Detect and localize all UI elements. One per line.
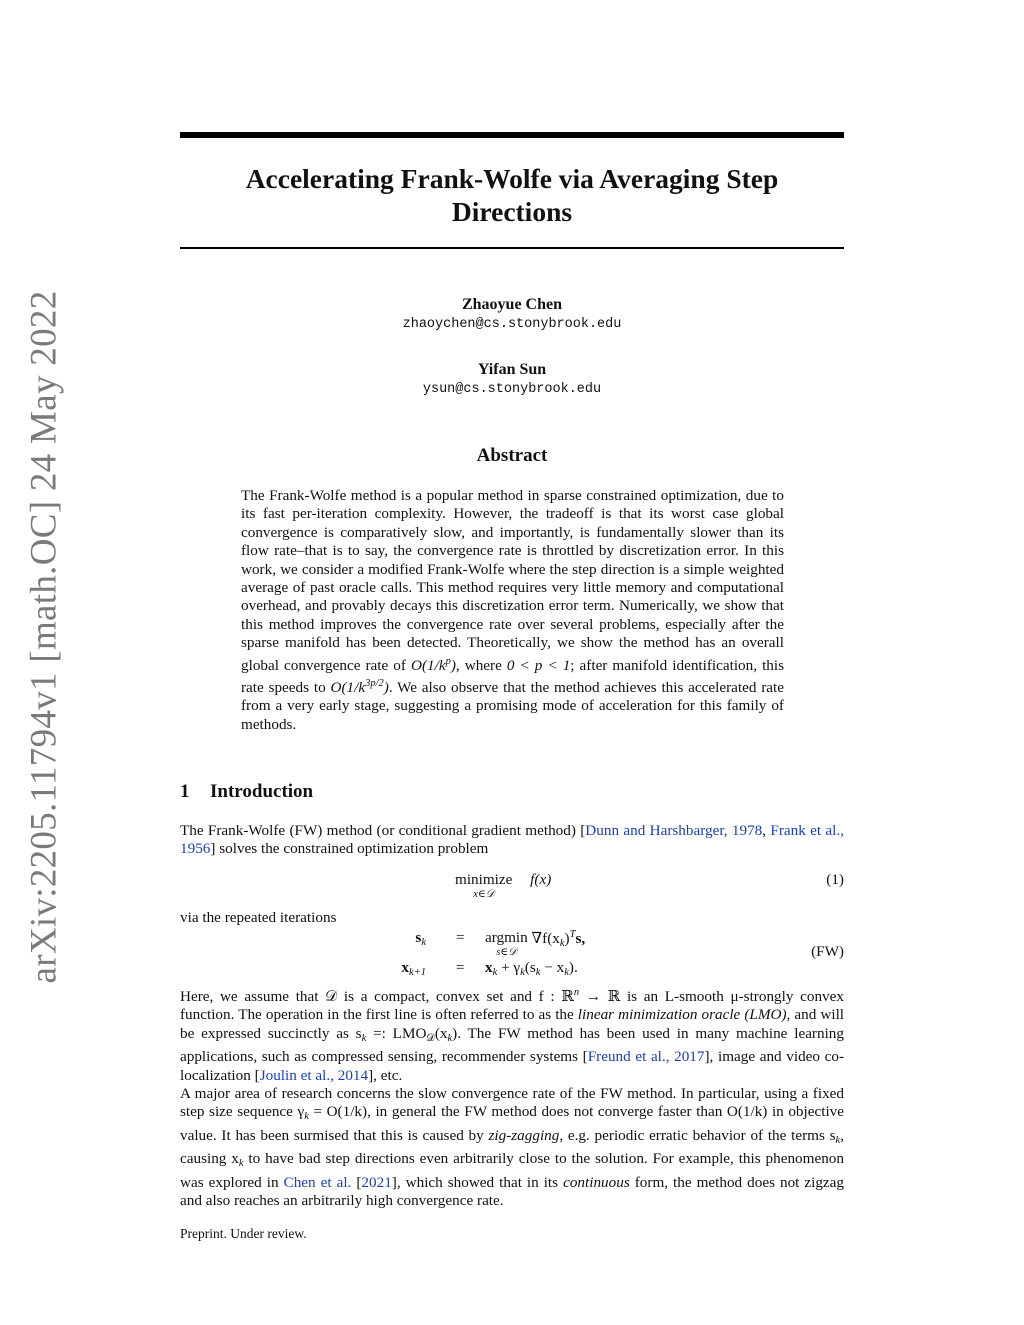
paper-title	[180, 162, 844, 228]
author-email[interactable]: ysun@cs.stonybrook.edu	[422, 382, 602, 397]
intro-paragraph-2: Here, we assume that 𝒟 is a compact, convex set and f : ℝ$^n$ → ℝ is an L-smooth μ-strongly convex function. The operation in the first line is often referred to as the linear minimization oracle (LMO), and will be expressed succinctly as $s_k$ =: $LMO_𝒟(x_k)$. The FW method has been used in many machine learning applications, such as compressed sensing, recommender systems [Freund et al., 2017], image and video co-localization [Joulin et al., 2014], etc.	[180, 987, 845, 1084]
abstract-text: The Frank-Wolfe method is a popular method in sparse constrained optimization, due to its fast per-iteration complexity. However, the tradeoff is that its worst case global convergence is comparatively slow, and importantly, is fundamentally slower than its flow rate–that is to say, the convergence rate is throttled by discretization error. In this work, we consider a modified Frank-Wolfe where the step direction is a simple weighted average of past oracle calls. This method requires very little memory and computational overhead, and provably decays this discretization error term. Numerically, we show that this method improves the convergence rate over several problems, especially after the sparse manifold has been detected. Theoretically, we show the method has an overall global convergence rate of $O(1/k^p)$, where 0 < p < 1; after manifold identification, this rate speeds to $O(1/k^{3p/2})$. We also observe that the method achieves this accelerated rate from a very early stage, suggesting a promising mode of acceleration for this family of methods.	[241, 487, 785, 733]
intro-paragraph-1: The Frank-Wolfe (FW) method (or conditional gradient method) [Dunn and Harshbarger, 1978, Frank et al., 1956] solves the constrained optimization problem	[180, 822, 844, 858]
section-heading-introduction	[180, 781, 313, 803]
via-text: via the repeated iterations	[180, 909, 337, 926]
author-name: Yifan Sun	[477, 361, 547, 378]
section-title: Introduction	[210, 781, 314, 802]
footer-preprint-note: Preprint. Under review.	[180, 1226, 307, 1241]
author-block-2	[180, 360, 844, 400]
citation-link[interactable]: Chen et al.	[283, 1173, 352, 1191]
citation-link[interactable]: Frank et al., 1956	[180, 822, 844, 858]
author-name: Zhaoyue Chen	[461, 296, 563, 313]
citation-link[interactable]: Freund et al., 2017	[587, 1048, 705, 1066]
intro-paragraph-3: A major area of research concerns the slow convergence rate of the FW method. In particular, using a fixed step size sequence $\gamma_k = O(1/k)$, in general the FW method does not converge faster than O(1/k) in objective value. It has been surmised that this is caused by zig-zagging, e.g. periodic erratic behavior of the terms $s_k$, causing $x_k$ to have bad step directions even arbitrarily close to the solution. For example, this phenomenon was explored in Chen et al. [2021], which showed that in its continuous form, the method does not zigzag and also reaches an arbitrarily high convergence rate.	[180, 1085, 845, 1210]
equation-number: (1)	[826, 871, 844, 888]
title-line-1: Accelerating Frank-Wolfe via Averaging Step	[245, 163, 779, 194]
paper-page: arXiv:2205.11794v1 [math.OC] 24 May 2022 Accelerating Frank-Wolfe via Averaging Step Directions Zhaoyue Chen zhaoychen@cs.stonybrook.edu Yifan Sun ysun@cs.stonybrook.edu Abstract The Frank-Wolfe method is a popular method in sparse constrained optimization, due to its fast per-iteration complexity. However, the tradeoff is that its worst case global convergence is comparatively slow, and importantly, is fundamentally slower than its flow rate–that is to say, the convergence rate is throttled by discretization error. In this work, we consider a modified Frank-Wolfe where the step direction is a simple weighted average of past oracle calls. This method requires very little memory and computational overhead, and provably decays this discretization error term. Numerically, we show that this method improves the convergence rate over several problems, especially after the sparse manifold has been detected. Theoretically, we show the method has an overall global convergence rate of $O(1/k^p)$, where 0 < p < 1; after manifold identification, this rate speeds to $O(1/k^{3p/2})$. We also observe that the method achieves this accelerated rate from a very early stage, suggesting a promising mode of acceleration for this family of methods. 1 Introduction The Frank-Wolfe (FW) method (or conditional gradient method) [Dunn and Harshbarger, 1978, Frank et al., 1956] solves the constrained optimization problem minimize x∈𝒟 f(x) (1) via the repeated iterations $s_k$ = argmin s∈𝒟 $\nabla f(x_k)^Ts$, $x_{k+1}$ = $x_k + \gamma_k(s_k - x_k)$. (FW) Here, we assume that 𝒟 is a compact, convex set and f : ℝ$^n$ → ℝ is an L-smooth μ-strongly convex function. The operation in the first line is often referred to as the linear minimization oracle (LMO), and will be expressed succinctly as $s_k$ =: $LMO_𝒟(x_k)$. The FW method has been used in many machine learning applications, such as compressed sensing, recommender systems [Freund et al., 2017], image and video co-localization [Joulin et al., 2014], etc. A major area of research concerns the slow convergence rate of the FW method. In particular, using a fixed step size sequence $\gamma_k = O(1/k)$, in general the FW method does not converge faster than O(1/k) in objective value. It has been surmised that this is caused by zig-zagging, e.g. periodic erratic behavior of the terms $s_k$, causing $x_k$ to have bad step directions even arbitrarily close to the solution. For example, this phenomenon was explored in Chen et al. [2021], which showed that in its continuous form, the method does not zigzag and also reaches an arbitrarily high convergence rate. Preprint. Under review.	[0, 0, 1024, 1325]
equation-fw: $s_k$ = argmin s∈𝒟 $\nabla f(x_k)^Ts$, $x_{k+1}$ = $x_k + \gamma_k(s_k - x_k)$. (FW)	[401, 929, 844, 978]
title-line-2: Directions	[451, 196, 573, 227]
title-bottom-rule	[180, 247, 844, 249]
citation-link[interactable]: 2021	[361, 1173, 392, 1191]
title-top-rule	[180, 132, 844, 138]
citation-link[interactable]: Dunn and Harshbarger, 1978	[585, 822, 763, 839]
equation-number: (FW)	[811, 943, 844, 960]
citation-link[interactable]: Joulin et al., 2014	[259, 1066, 369, 1084]
author-block-1	[180, 295, 844, 335]
section-number: 1	[180, 781, 190, 802]
arxiv-identifier-stamp: arXiv:2205.11794v1 [math.OC] 24 May 2022	[23, 290, 65, 984]
abstract-heading: Abstract	[476, 445, 548, 466]
author-email[interactable]: zhaoychen@cs.stonybrook.edu	[402, 317, 622, 332]
